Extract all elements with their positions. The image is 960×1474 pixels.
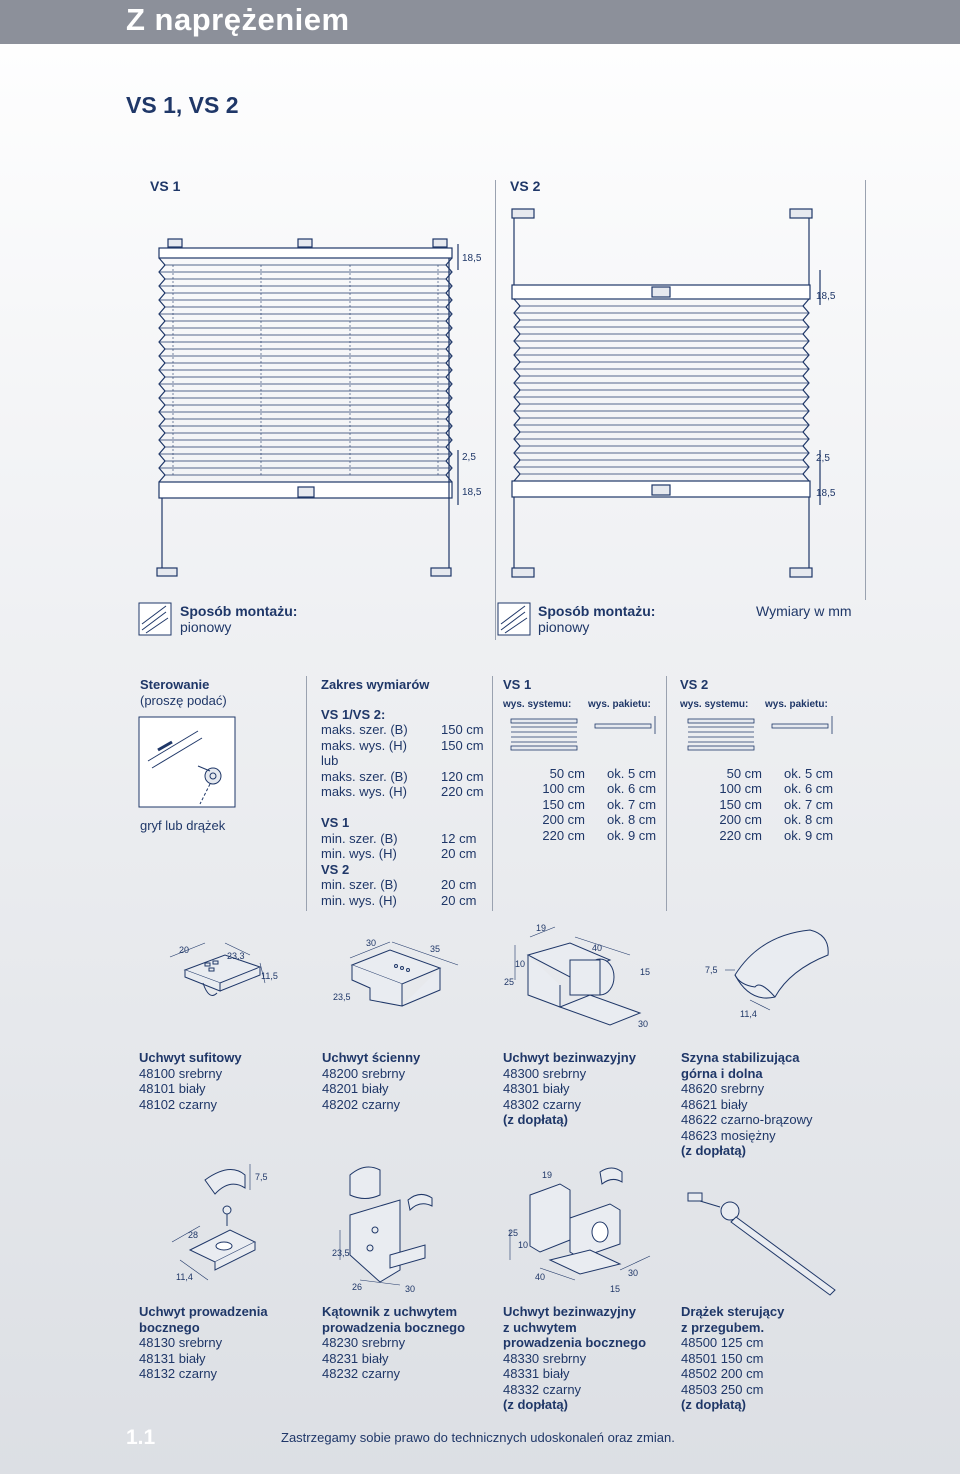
- vs1-label: VS 1: [150, 178, 181, 194]
- dim-label: 23,5: [332, 1248, 350, 1258]
- dim-label: 40: [535, 1272, 546, 1282]
- part-surcharge: (z dopłatą): [681, 1397, 746, 1412]
- size-label: min. szer. (B): [321, 877, 398, 892]
- part-code: 48500 125 cm: [681, 1335, 764, 1350]
- package-illustration: [503, 714, 663, 759]
- part-title: Uchwyt sufitowy: [139, 1050, 242, 1065]
- col-system-height: wys. systemu:: [680, 698, 749, 710]
- page-number: 1.1: [126, 1426, 156, 1449]
- vs2-label: VS 2: [510, 178, 541, 194]
- package-row: [680, 812, 845, 828]
- size-range-row: [321, 862, 486, 878]
- part-code: 48622 czarno-brązowy: [681, 1112, 813, 1127]
- dim-label: 15: [640, 967, 651, 977]
- size-range-row: [321, 769, 486, 785]
- control-option: gryf lub drążek: [140, 818, 226, 833]
- size-value: 20 cm: [441, 877, 477, 892]
- dim-label: 25: [504, 977, 515, 987]
- control-wand-illustration: [680, 1185, 850, 1300]
- angle-bracket-illustration: [330, 1160, 450, 1295]
- dim-label: 30: [366, 938, 377, 948]
- part-title: bocznego: [139, 1319, 200, 1335]
- part-card: [139, 1050, 309, 1112]
- system-height: 150 cm: [719, 796, 762, 812]
- part-code: 48330 srebrny: [503, 1350, 587, 1366]
- dim-label: 30: [638, 1019, 649, 1029]
- dim-label: 25: [508, 1228, 519, 1238]
- system-height: 100 cm: [542, 781, 585, 796]
- dim-top: 18,5: [462, 253, 482, 264]
- dim-label: 11,4: [740, 1009, 757, 1019]
- size-range-row: [321, 800, 486, 816]
- dim-label: 40: [592, 943, 603, 953]
- section-title: VS 1, VS 2: [126, 92, 239, 118]
- part-code: 48100 srebrny: [139, 1065, 223, 1081]
- part-code: 48300 srebrny: [503, 1065, 587, 1081]
- part-code: 48202 czarny: [322, 1096, 401, 1112]
- mounting-title: Sposób montażu:: [538, 603, 656, 619]
- part-title: prowadzenia bocznego: [503, 1335, 647, 1350]
- size-range-row: [321, 893, 486, 909]
- part-title: Szyna stabilizująca: [681, 1050, 800, 1065]
- noninvasive-side-guide-illustration: [500, 1160, 665, 1295]
- part-card: [503, 1304, 678, 1413]
- part-surcharge: (z dopłatą): [503, 1112, 568, 1127]
- part-title: Uchwyt prowadzenia: [139, 1304, 268, 1319]
- package-height: ok. 7 cm: [784, 796, 834, 812]
- system-height: 220 cm: [542, 827, 585, 843]
- mounting-vertical-icon: [138, 602, 172, 636]
- size-value: 20 cm: [441, 892, 477, 908]
- size-label: maks. szer. (B): [321, 768, 408, 784]
- package-vs2: [680, 677, 845, 843]
- system-height: 220 cm: [719, 827, 762, 843]
- dim-label: 19: [542, 1170, 553, 1180]
- wall-bracket-illustration: [330, 930, 470, 1010]
- part-title: Uchwyt bezinwazyjny: [503, 1304, 636, 1319]
- footer-note: Zastrzegamy sobie prawo do technicznych udoskonaleń oraz zmian.: [281, 1430, 675, 1445]
- package-row: [680, 828, 845, 844]
- system-height: 50 cm: [549, 765, 585, 781]
- mounting-title: Sposób montażu:: [180, 603, 298, 619]
- part-code: 48621 biały: [681, 1096, 748, 1112]
- divider: [865, 180, 866, 600]
- dim-label: 7,5: [705, 965, 718, 975]
- dim-label: 20: [179, 945, 190, 955]
- dim-label: 23,3: [227, 951, 245, 961]
- size-label: maks. wys. (H): [321, 737, 407, 753]
- size-label: min. wys. (H): [321, 846, 397, 861]
- mounting-vertical-icon: [497, 602, 531, 636]
- part-title: Kątownik z uchwytem: [322, 1304, 458, 1319]
- stabilizer-rail-illustration: [700, 925, 840, 1025]
- package-row: [680, 766, 845, 782]
- part-title: Drążek sterujący: [681, 1304, 785, 1319]
- part-card: [681, 1050, 856, 1159]
- part-title: z przegubem.: [681, 1319, 765, 1335]
- dim-label: 28: [188, 1230, 199, 1240]
- package-vs1: [503, 677, 663, 843]
- part-surcharge: (z dopłatą): [681, 1143, 746, 1158]
- package-row: [680, 781, 845, 797]
- package-height: ok. 6 cm: [784, 781, 834, 796]
- part-code: 48503 250 cm: [681, 1381, 764, 1397]
- part-code: 48102 czarny: [139, 1096, 218, 1112]
- divider: [306, 676, 307, 911]
- dim-bottom: 18,5: [816, 488, 836, 499]
- package-row: [680, 797, 845, 813]
- col-system-height: wys. systemu:: [503, 698, 572, 710]
- size-range-row: [321, 877, 486, 893]
- dim-label: 19: [536, 923, 547, 933]
- units-note: Wymiary w mm: [756, 603, 852, 619]
- part-code: 48332 czarny: [503, 1381, 582, 1397]
- dim-bottom: 18,5: [462, 487, 482, 498]
- page-title: Z naprężeniem: [126, 2, 350, 37]
- part-code: 48502 200 cm: [681, 1366, 764, 1381]
- dim-label: 35: [430, 944, 441, 954]
- size-range: [321, 677, 486, 908]
- size-label: VS 1/VS 2:: [321, 706, 386, 722]
- part-card: [322, 1304, 497, 1382]
- part-title: Uchwyt ścienny: [322, 1050, 421, 1065]
- divider: [492, 676, 493, 911]
- package-row: [503, 828, 663, 844]
- size-range-title: Zakres wymiarów: [321, 677, 430, 692]
- part-code: 48232 czarny: [322, 1366, 401, 1381]
- dim-label: 10: [518, 1240, 529, 1250]
- dim-label: 30: [628, 1268, 639, 1278]
- size-value: 120 cm: [441, 768, 484, 784]
- dim-label: 11,5: [261, 971, 278, 981]
- part-code: 48231 biały: [322, 1350, 389, 1366]
- dim-label: 23,5: [333, 992, 351, 1002]
- system-height: 100 cm: [719, 781, 762, 796]
- system-height: 50 cm: [726, 765, 762, 781]
- package-height: ok. 9 cm: [607, 827, 657, 843]
- part-title: Uchwyt bezinwazyjny: [503, 1050, 636, 1065]
- part-code: 48501 150 cm: [681, 1350, 764, 1366]
- size-value: 12 cm: [441, 830, 477, 846]
- dim-label: 15: [610, 1284, 621, 1294]
- package-row: [503, 812, 663, 828]
- vs2-blind-diagram: [500, 205, 860, 580]
- control-title: Sterowanie: [140, 677, 210, 692]
- package-title: VS 2: [680, 677, 709, 692]
- part-card: [322, 1050, 492, 1112]
- dim-mid: 2,5: [462, 452, 476, 463]
- size-label: maks. szer. (B): [321, 722, 408, 737]
- size-range-row: [321, 722, 486, 738]
- system-height: 200 cm: [542, 812, 585, 827]
- package-height: ok. 5 cm: [784, 765, 834, 781]
- size-range-row: [321, 831, 486, 847]
- part-code: 48623 mosiężny: [681, 1127, 776, 1143]
- part-title: prowadzenia bocznego: [322, 1319, 466, 1335]
- part-code: 48302 czarny: [503, 1096, 582, 1112]
- size-label: [321, 800, 441, 816]
- size-range-row: [321, 784, 486, 800]
- part-code: 48132 czarny: [139, 1366, 218, 1381]
- package-height: ok. 9 cm: [784, 827, 834, 843]
- col-package-height: wys. pakietu:: [765, 698, 828, 710]
- package-height: ok. 7 cm: [607, 796, 657, 812]
- part-card: [681, 1304, 856, 1413]
- control-wand-illustration: [138, 716, 236, 808]
- part-code: 48301 biały: [503, 1081, 570, 1096]
- dim-top: 18,5: [816, 291, 836, 302]
- size-range-row: [321, 815, 486, 831]
- package-height: ok. 8 cm: [784, 812, 834, 827]
- part-surcharge: (z dopłatą): [503, 1397, 568, 1412]
- size-value: 150 cm: [441, 737, 484, 753]
- part-code: 48101 biały: [139, 1081, 206, 1096]
- package-row: [503, 766, 663, 782]
- part-title: z uchwytem: [503, 1319, 577, 1335]
- size-value: 20 cm: [441, 846, 477, 861]
- size-label: min. wys. (H): [321, 892, 397, 908]
- part-code: 48620 srebrny: [681, 1081, 765, 1096]
- size-range-row: [321, 846, 486, 862]
- part-code: 48130 srebrny: [139, 1335, 223, 1350]
- part-card: [139, 1304, 309, 1382]
- part-code: 48331 biały: [503, 1366, 570, 1381]
- divider: [666, 676, 667, 911]
- dim-mid: 2,5: [816, 453, 830, 464]
- part-code: 48200 srebrny: [322, 1065, 406, 1081]
- part-title: górna i dolna: [681, 1065, 763, 1081]
- package-title: VS 1: [503, 677, 532, 692]
- ceiling-bracket-illustration: [165, 935, 285, 1010]
- size-label: VS 2: [321, 861, 350, 877]
- size-value: 220 cm: [441, 784, 484, 799]
- size-range-row: [321, 707, 486, 723]
- divider: [495, 180, 496, 640]
- package-height: ok. 5 cm: [607, 765, 657, 781]
- size-range-row: [321, 738, 486, 754]
- header-bar: [0, 0, 960, 44]
- dim-label: 30: [405, 1284, 416, 1294]
- mounting-value: pionowy: [538, 619, 590, 635]
- part-card: [503, 1050, 678, 1128]
- package-row: [503, 781, 663, 797]
- mounting-value: pionowy: [180, 619, 232, 635]
- system-height: 200 cm: [719, 812, 762, 827]
- size-value: 150 cm: [441, 722, 484, 737]
- noninvasive-bracket-illustration: [500, 915, 665, 1040]
- part-code: 48131 biały: [139, 1350, 206, 1366]
- vs1-blind-diagram: [140, 230, 490, 580]
- dim-label: 7,5: [255, 1172, 268, 1182]
- package-illustration: [680, 714, 845, 759]
- side-guide-bracket-illustration: [160, 1160, 290, 1290]
- package-height: ok. 8 cm: [607, 812, 657, 827]
- size-label: VS 1: [321, 815, 350, 830]
- dim-label: 10: [515, 959, 526, 969]
- size-label: maks. wys. (H): [321, 784, 407, 799]
- system-height: 150 cm: [542, 796, 585, 812]
- package-height: ok. 6 cm: [607, 781, 657, 796]
- control-note: (proszę podać): [140, 692, 227, 708]
- part-code: 48230 srebrny: [322, 1335, 406, 1350]
- dim-label: 11,4: [176, 1272, 193, 1282]
- dim-label: 26: [352, 1282, 363, 1292]
- size-label: lub: [321, 753, 339, 768]
- part-code: 48201 biały: [322, 1081, 389, 1096]
- size-range-row: [321, 753, 486, 769]
- package-row: [503, 797, 663, 813]
- size-label: min. szer. (B): [321, 830, 398, 846]
- col-package-height: wys. pakietu:: [588, 698, 651, 710]
